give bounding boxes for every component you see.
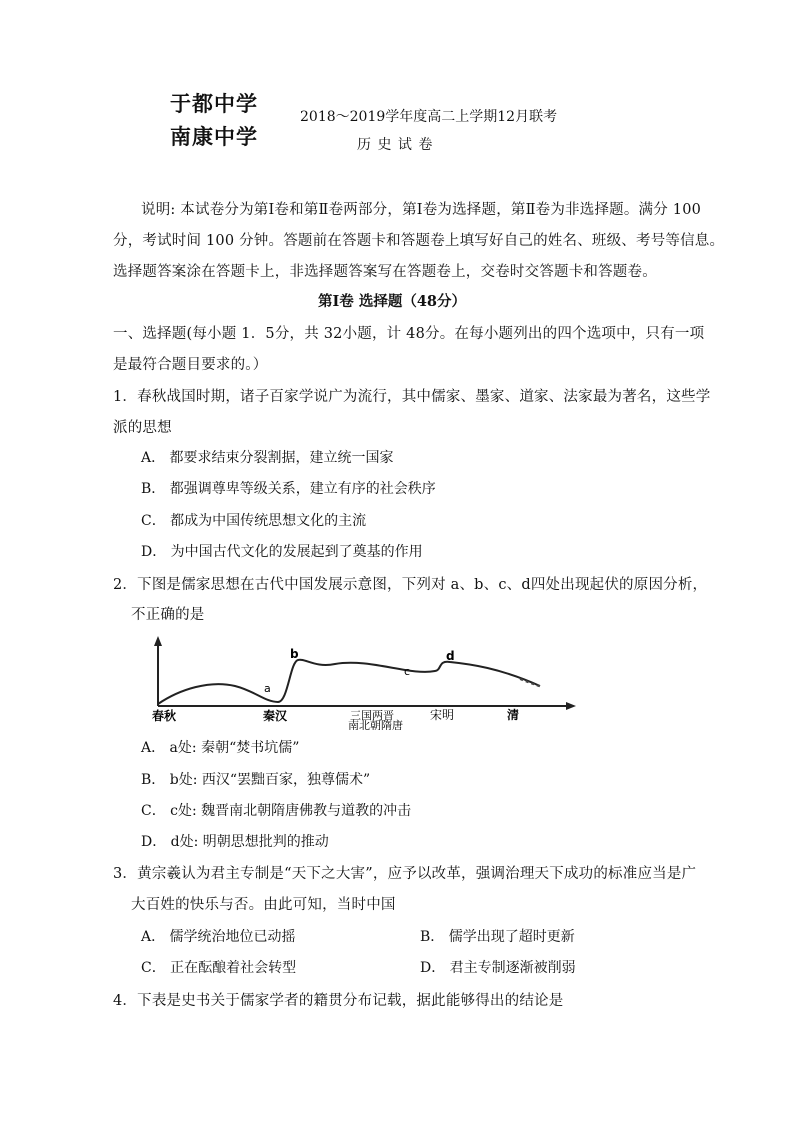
- axis-label-qinhan: 秦汉: [263, 709, 288, 723]
- school-name-1: 于都中学: [170, 92, 258, 116]
- axis-label-chunqiu: 春秋: [152, 709, 177, 723]
- axis-label-qing: 清: [507, 708, 520, 722]
- school-name-2: 南康中学: [170, 125, 258, 149]
- instruction-line: 分，考试时间 100 分钟。答题前在答题卡和答题卷上填写好自己的姓名、班级、考号等信息。: [113, 233, 725, 249]
- q2-option-d: D． d处: 明朝思想批判的推动: [141, 834, 329, 850]
- confucianism-development-diagram: [140, 634, 590, 730]
- q3-option-b: B． 儒学出现了超时更新: [420, 929, 575, 945]
- part-intro: 是最符合题目要求的。）: [113, 357, 268, 373]
- q3-option-a: A． 儒学统治地位已动摇: [141, 929, 296, 945]
- q2-stem: 2．下图是儒家思想在古代中国发展示意图，下列对 a、b、c、d四处出现起伏的原因分析，: [113, 577, 708, 593]
- point-label-d: d: [446, 649, 455, 663]
- development-curve: [158, 660, 540, 704]
- point-label-c: c: [404, 665, 411, 678]
- instruction-line: 说明: 本试卷分为第Ⅰ卷和第Ⅱ卷两部分，第Ⅰ卷为选择题，第Ⅱ卷为非选择题。满分 100: [141, 202, 702, 218]
- q2-stem: 不正确的是: [131, 607, 205, 623]
- section-title: 第Ⅰ卷 选择题（48分）: [318, 293, 467, 310]
- instruction-line: 选择题答案涂在答题卡上，非选择题答案写在答题卷上，交卷时交答题卡和答题卷。: [113, 264, 657, 280]
- axis-label-sanguo: 三国两晋: [350, 709, 394, 722]
- q1-option-a: A． 都要求结束分裂割据，建立统一国家: [141, 450, 394, 466]
- q2-option-b: B． b处: 西汉“罢黜百家，独尊儒术”: [141, 772, 371, 788]
- q1-option-d: D． 为中国古代文化的发展起到了奠基的作用: [141, 544, 423, 560]
- part-intro: 一、选择题(每小题 1．5分，共 32小题，计 48分。在每小题列出的四个选项中，只有一项: [113, 326, 705, 342]
- axis-label-songming: 宋明: [430, 708, 455, 722]
- exam-title: 2018～2019学年度高二上学期12月联考: [300, 109, 558, 125]
- q2-option-a: A． a处: 秦朝“焚书坑儒”: [141, 740, 300, 756]
- x-axis-arrow: [566, 702, 576, 710]
- point-label-b: b: [290, 647, 299, 661]
- q3-stem: 3．黄宗羲认为君主专制是“天下之大害”，应予以改革，强调治理天下成功的标准应当是广: [113, 866, 697, 882]
- q1-stem: 派的思想: [113, 420, 172, 436]
- q3-stem: 大百姓的快乐与否。由此可知，当时中国: [131, 897, 396, 913]
- q1-stem: 1．春秋战国时期，诸子百家学说广为流行，其中儒家、墨家、道家、法家最为著名，这些学: [113, 389, 711, 405]
- q2-option-c: C． c处: 魏晋南北朝隋唐佛教与道教的冲击: [141, 803, 412, 819]
- q1-option-c: C． 都成为中国传统思想文化的主流: [141, 513, 367, 529]
- q1-option-b: B． 都强调尊卑等级关系，建立有序的社会秩序: [141, 481, 436, 497]
- q4-stem: 4．下表是史书关于儒家学者的籍贯分布记载，据此能够得出的结论是: [113, 993, 564, 1009]
- q3-option-c: C． 正在酝酿着社会转型: [141, 960, 297, 976]
- point-label-a: a: [264, 682, 271, 695]
- subject-title: 历 史 试 卷: [357, 137, 434, 153]
- q3-option-d: D． 君主专制逐渐被削弱: [420, 960, 576, 976]
- y-axis-arrow: [154, 636, 162, 646]
- axis-label-nanbeichao: 南北朝隋唐: [348, 719, 403, 730]
